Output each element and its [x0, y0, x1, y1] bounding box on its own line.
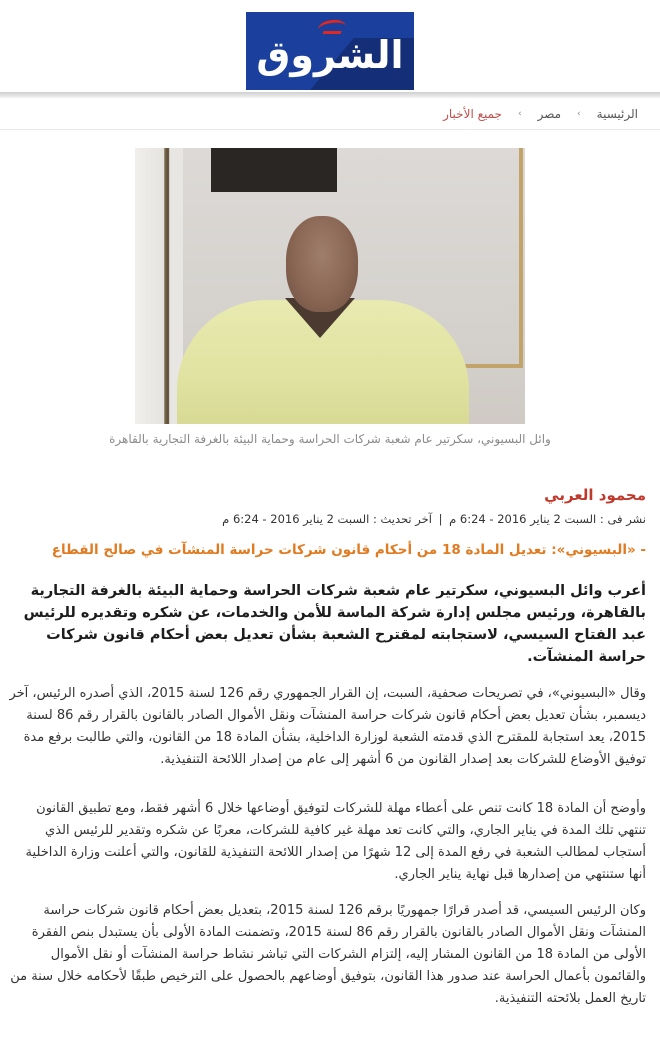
article-paragraph: وقال «البسيوني»، في تصريحات صحفية، السبت، إن القرار الجمهوري رقم 126 لسنة 2015، الذي أصدره الرئيس، آخر ديسمبر، بشأن تعديل بعض أحكام قانون شركات حراسة المنشآت ونقل الأموال الصادر بالقانون بالقرار رقم 86 لسنة 2015، يعد استجابة للمقترح الذي قدمته الشعبة لوزارة الداخلية، بشأن المادة 18 من القانون، والتي طالبت برفع مدة توفيق الأوضاع للشركات بعد إصدار القانون من 6 أشهر إلى عام من إصدار اللائحة التنفيذية.	[9, 686, 646, 767]
updated-label: آخر تحديث :	[372, 512, 432, 526]
article-subtitle: - «البسيوني»: تعديل المادة 18 من أحكام قانون شركات حراسة المنشآت في صالح القطاع	[51, 542, 646, 558]
breadcrumb-egypt[interactable]: مصر	[537, 106, 562, 121]
published-date: السبت 2 يناير 2016 - 6:24 م	[449, 512, 597, 526]
published-label: نشر فى :	[599, 512, 646, 526]
article-meta	[222, 512, 646, 526]
logo-text: الشروق	[256, 33, 404, 77]
photo-flag	[135, 148, 183, 424]
chevron-left-icon: ›	[577, 108, 581, 119]
chevron-left-icon: ›	[517, 108, 522, 119]
meta-separator: |	[438, 512, 443, 526]
article-paragraph: وأوضح أن المادة 18 كانت تنص على أعطاء مهلة للشركات لتوفيق أوضاعها خلال 6 أشهر فقط، ومع تطبيق القانون تنتهي تلك المدة في يناير الجاري، والتي كانت تعد مهلة غير كافية للشركات، معربًا عن شكره وتقدير للرئيس الذي أستجاب لمطالب الشعبة في رفع المدة إلى 12 شهرًا من إصدار اللائحة التنفيذية للقانون، والتي أعلنت وزارة الداخلية أنها ستنتهي من إصدارها قبل نهاية يناير الجاري.	[25, 801, 646, 882]
photo-person-head	[286, 216, 358, 312]
breadcrumb-all-news[interactable]: جميع الأخبار	[443, 106, 502, 121]
photo-wall-board	[211, 148, 337, 192]
site-logo[interactable]	[246, 12, 414, 90]
article-paragraph: وكان الرئيس السيسي، قد أصدر قرارًا جمهوريًا برقم 126 لسنة 2015، بتعديل بعض أحكام قانون شركات حراسة المنشآت ونقل الأموال الصادر بالقانون بالقرار رقم 86 لسنة 2015، وتضمنت المادة الأولى بأن يستبدل بنص الفقرة الأولى من المادة 18 من القانون المشار إليه، إلتزام الشركات التي تباشر نشاط حراسة المنشآت أو نقل الأموال والقائمون بأعمال الحراسة عند صدور هذا القانون، بتوفيق أوضاعهم بالحصول على الترخيص طبقًا لأحكامه خلال سنة من تاريخ العمل بلائحته التنفيذية.	[10, 903, 646, 1006]
article-photo	[135, 148, 525, 424]
photo-caption: وائل البسيوني، سكرتير عام شعبة شركات الحراسة وحماية البيئة بالغرفة التجارية بالقاهرة	[109, 432, 551, 446]
article-lead: أعرب وائل البسيوني، سكرتير عام شعبة شركات الحراسة وحماية البيئة بالغرفة التجارية بالقاهرة، ورئيس مجلس إدارة شركة الماسة للأمن والخدمات، عن شكره وتقديره للرئيس عبد الفتاح السيسي، لاستجابته لمقترح الشعبة بشأن تعديل بعض أحكام قانون شركات حراسة المنشآت.	[23, 583, 646, 665]
site-header	[0, 0, 660, 96]
article-author[interactable]: محمود العربي	[544, 486, 646, 504]
updated-date: السبت 2 يناير 2016 - 6:24 م	[222, 512, 370, 526]
breadcrumb	[0, 98, 660, 130]
breadcrumb-home[interactable]: الرئيسية	[596, 106, 638, 121]
